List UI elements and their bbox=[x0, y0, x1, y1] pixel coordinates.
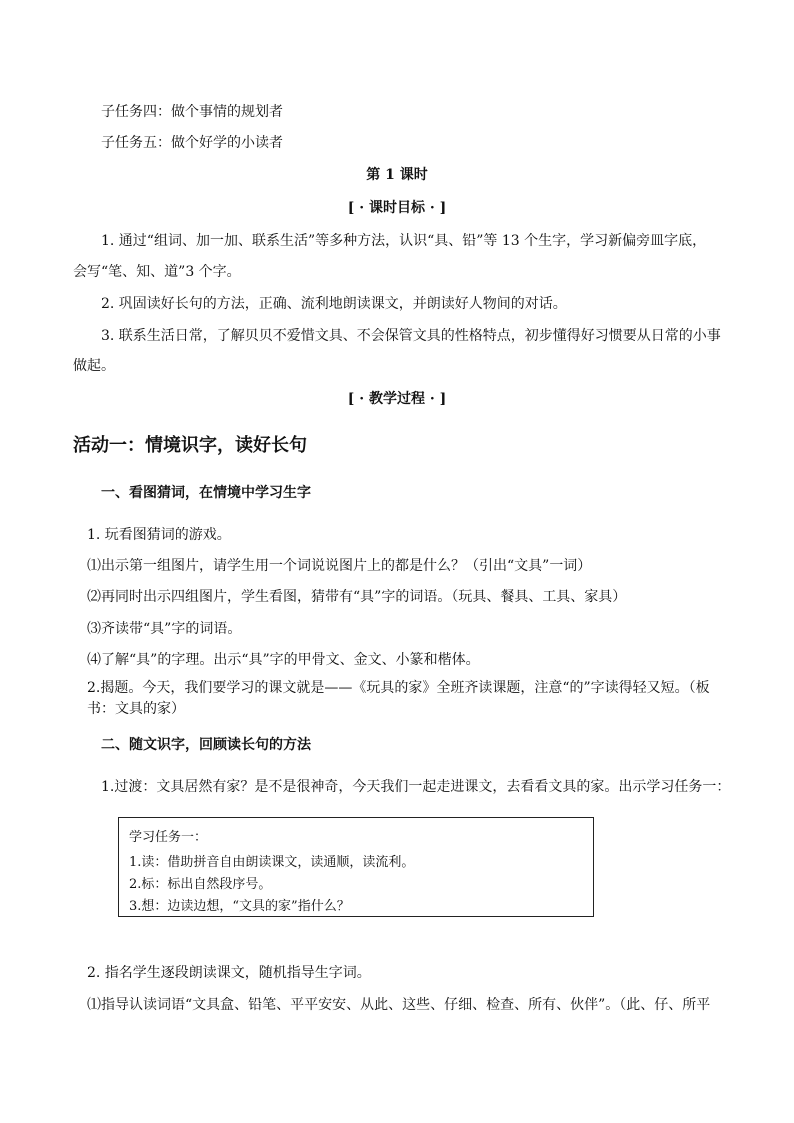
learning-task-box bbox=[118, 817, 594, 917]
section-one-item1: 1. 玩看图猜词的游戏。 bbox=[87, 527, 231, 543]
section-one-item1-sub3: ⑶齐读带“具”字的词语。 bbox=[87, 621, 242, 637]
goal-three-line2: 做起。 bbox=[73, 358, 115, 374]
section-one-heading: 一、看图猜词，在情境中学习生字 bbox=[101, 485, 311, 501]
task-box-line2: 2.标：标出自然段序号。 bbox=[129, 877, 272, 892]
section-two-item2: 2. 指名学生逐段朗读课文，随机指导生字词。 bbox=[87, 965, 371, 981]
section-one-item1-sub2: ⑵再同时出示四组图片，学生看图，猜带有“具”字的词语。（玩具、餐具、工具、家具） bbox=[87, 589, 627, 605]
task-box-title: 学习任务一： bbox=[129, 830, 208, 845]
task-box-line1: 1.读：借助拼音自由朗读课文，读通顺，读流利。 bbox=[129, 855, 415, 870]
section-one-item1-sub4: ⑷了解“具”的字理。出示“具”字的甲骨文、金文、小篆和楷体。 bbox=[87, 652, 480, 668]
section-one-item1-sub1: ⑴出示第一组图片，请学生用一个词说说图片上的都是什么？（引出“文具”一词） bbox=[87, 558, 592, 574]
goal-one-line1: 1. 通过“组词、加一加、联系生活”等多种方法，认识“具、铅”等 13 个生字，学习新偏旁皿字底， bbox=[101, 233, 707, 249]
section-one-item2-line1: 2.揭题。今天，我们要学习的课文就是——《玩具的家》全班齐读课题，注意“的”字读得轻又短。（板 bbox=[87, 680, 710, 696]
subtask-five: 子任务五：做个好学的小读者 bbox=[101, 135, 283, 151]
goal-three-line1: 3. 联系生活日常，了解贝贝不爱惜文具、不会保管文具的性格特点，初步懂得好习惯要从日常的小事 bbox=[101, 328, 721, 344]
goal-two: 2. 巩固读好长句的方法，正确、流利地朗读课文，并朗读好人物间的对话。 bbox=[101, 296, 567, 312]
activity-one-heading: 活动一：情境识字，读好长句 bbox=[73, 435, 307, 456]
lesson-title: 第 1 课时 bbox=[366, 167, 428, 183]
section-one-item2-line2: 书：文具的家） bbox=[87, 701, 185, 717]
section-two-item1: 1.过渡：文具居然有家？是不是很神奇，今天我们一起走进课文，去看看文具的家。出示学习任务一： bbox=[101, 779, 731, 795]
subtask-four: 子任务四：做个事情的规划者 bbox=[101, 104, 283, 120]
section-two-heading: 二、随文识字，回顾读长句的方法 bbox=[101, 737, 311, 753]
goal-one-line2: 会写“笔、知、道”3 个字。 bbox=[73, 264, 241, 280]
task-box-line3: 3.想：边读边想，“文具的家”指什么？ bbox=[129, 899, 350, 914]
section-two-item2-sub1: ⑴指导认读词语“文具盒、铅笔、平平安安、从此、这些、仔细、检查、所有、伙伴”。（此、仔、所平 bbox=[87, 997, 711, 1013]
process-heading: [ · 教学过程 · ] bbox=[347, 391, 447, 407]
goals-heading: [ · 课时目标 · ] bbox=[347, 200, 447, 216]
